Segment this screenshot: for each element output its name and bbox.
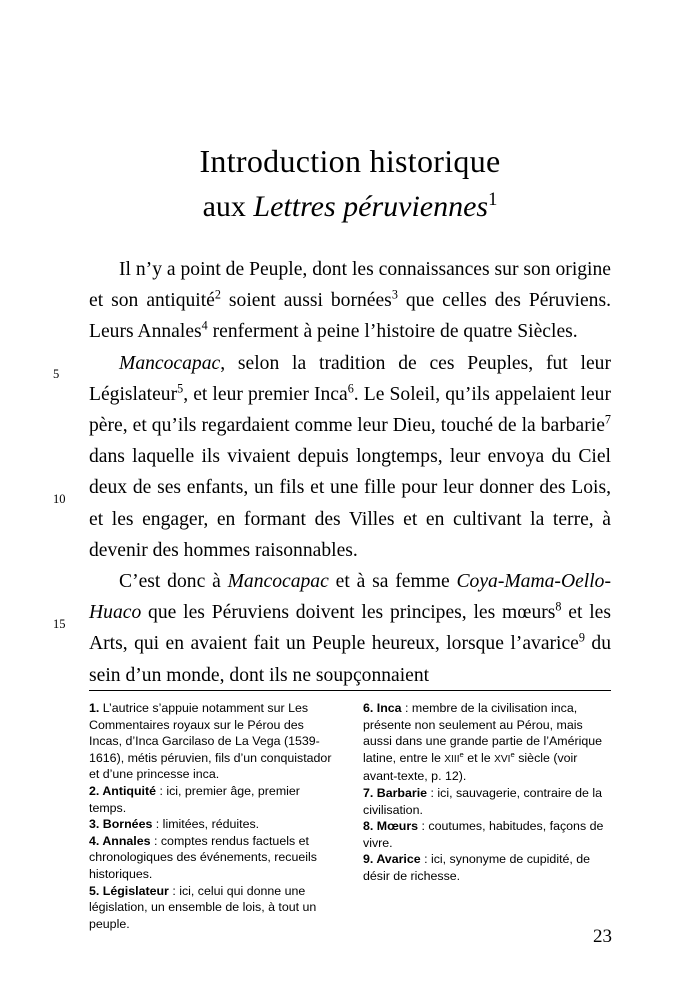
text-run: et les Arts, qui en avaient fait un Peuple heureux, lorsque l’avarice bbox=[89, 602, 612, 655]
text-run: siècle (voir avant-texte, p. 12). bbox=[363, 750, 578, 784]
footnote-item bbox=[89, 783, 337, 816]
footnote-number: 2. Antiquité bbox=[89, 783, 156, 798]
text-run: renferment à peine l’histoire de quatre Siècles. bbox=[207, 321, 578, 343]
footnote-columns bbox=[89, 700, 611, 932]
footnote-ref-3[interactable]: 3 bbox=[391, 287, 398, 302]
footnote-item bbox=[89, 700, 337, 783]
footnote-column-right bbox=[363, 700, 611, 932]
footnote-number: 7. Barbarie bbox=[363, 785, 428, 800]
footnotes bbox=[89, 690, 611, 932]
paragraph-2 bbox=[89, 348, 611, 566]
footnote-ref-2[interactable]: 2 bbox=[214, 287, 221, 302]
text-run: dans laquelle ils vivaient depuis longtemps, leur envoya du Ciel deux de ses enfants, un fils et une fille pour leur donner des Lois, et les engager, en formant des Villes et en cultivant la terre, à devenir des hommes raisonnables. bbox=[89, 446, 611, 561]
text-run: : comptes rendus factuels et chronologiques des événements, recueils historiques. bbox=[89, 833, 317, 881]
text-run: que les Péruviens doivent les principes, les mœurs bbox=[141, 602, 556, 624]
text-run: et le bbox=[463, 750, 495, 765]
footnote-number: 4. Annales bbox=[89, 833, 151, 848]
italic-text: Coya-Mama-Oello-Huaco bbox=[89, 571, 611, 624]
footnote-item bbox=[89, 833, 337, 883]
footnote-number: 8. Mœurs bbox=[363, 819, 419, 834]
text-run: Il n’y a point de Peuple, dont les connaissances sur son origine et son antiquité bbox=[89, 259, 611, 312]
text-run: : ici, sauvagerie, contraire de la civilisation. bbox=[363, 785, 602, 817]
text-run: : membre de la civilisation inca, présente non seulement au Pérou, mais aussi dans une grande partie de l’Amérique latine, entre le bbox=[363, 701, 603, 765]
text-run: du sein d’un monde, dont ils ne soupçonnaient bbox=[89, 633, 611, 686]
footnote-ref-1[interactable]: 1 bbox=[488, 189, 498, 210]
footnote-ref-9[interactable]: 9 bbox=[578, 630, 585, 645]
page-number: 23 bbox=[593, 926, 612, 947]
line-number-10: 10 bbox=[53, 492, 66, 506]
text-run: : ici, synonyme de cupidité, de désir de richesse. bbox=[363, 852, 591, 883]
text-run: : limitées, réduites. bbox=[152, 817, 260, 832]
footnote-number: 5. Législateur bbox=[89, 883, 169, 898]
footnote-column-left bbox=[89, 700, 337, 932]
text-run: C’est donc à bbox=[119, 571, 228, 593]
footnote-item bbox=[363, 851, 611, 884]
page-title bbox=[0, 140, 700, 228]
text-run: : ici, celui qui donne une législation, un ensemble de lois, à tout un peuple. bbox=[89, 883, 317, 931]
title-prefix: aux bbox=[202, 190, 254, 223]
footnote-ref-8[interactable]: 8 bbox=[555, 599, 562, 614]
body-text bbox=[53, 254, 612, 691]
text-run: , d’Inca Garcilaso de La Vega (1539-1616), métis péruvien, fils d’un conquistador et d’une princesse inca. bbox=[89, 734, 332, 782]
title-line-2 bbox=[0, 186, 700, 228]
text-run: et à sa femme bbox=[328, 571, 457, 593]
small-caps-text: XVI bbox=[494, 753, 511, 765]
footnote-ref-5[interactable]: 5 bbox=[177, 381, 184, 396]
title-work-name: Lettres péruviennes bbox=[253, 190, 489, 223]
footnote-ref-4[interactable]: 4 bbox=[201, 318, 208, 333]
footnote-number: 6. Inca bbox=[363, 701, 402, 715]
text-run: . Le Soleil, qu’ils appelaient leur père, et qu’ils regardaient comme leur Dieu, touché de la barbarie bbox=[89, 383, 611, 437]
small-caps-text: XIII bbox=[444, 753, 460, 765]
footnote-number: 3. Bornées bbox=[89, 817, 153, 832]
footnote-item bbox=[363, 818, 611, 851]
text-run: soient aussi bornées bbox=[220, 290, 392, 312]
italic-text: Les Commentaires royaux sur le Pérou des Incas bbox=[89, 701, 309, 749]
footnote-item bbox=[89, 816, 337, 833]
footnote-number: 9. Avarice bbox=[363, 852, 421, 867]
text-run: L’autrice s’appuie notamment sur bbox=[99, 701, 289, 715]
text-run: , et leur premier Inca bbox=[183, 383, 348, 405]
italic-text: Mancocapac bbox=[119, 352, 221, 374]
footnote-separator bbox=[89, 690, 611, 691]
footnote-item bbox=[363, 700, 611, 785]
paragraph-3 bbox=[89, 566, 611, 691]
paragraph-1 bbox=[89, 254, 611, 348]
footnote-ref-7[interactable]: 7 bbox=[604, 412, 611, 427]
footnote-ref-e[interactable]: e bbox=[510, 749, 515, 759]
footnote-ref-e[interactable]: e bbox=[459, 749, 464, 759]
footnote-item bbox=[89, 883, 337, 933]
footnote-number: 1. bbox=[89, 701, 100, 715]
text-run: : ici, premier âge, premier temps. bbox=[89, 783, 300, 815]
text-run: , selon la tradition de ces Peuples, fut leur Législateur bbox=[89, 352, 611, 405]
footnote-ref-6[interactable]: 6 bbox=[347, 381, 354, 396]
line-number-5: 5 bbox=[53, 367, 60, 381]
text-run: que celles des Péruviens. Leurs Annales bbox=[89, 290, 611, 343]
footnote-item bbox=[363, 785, 611, 818]
text-run: : coutumes, habitudes, façons de vivre. bbox=[363, 819, 604, 850]
line-number-15: 15 bbox=[53, 617, 66, 631]
title-line-1: Introduction historique bbox=[199, 143, 501, 179]
italic-text: Mancocapac bbox=[227, 571, 329, 593]
